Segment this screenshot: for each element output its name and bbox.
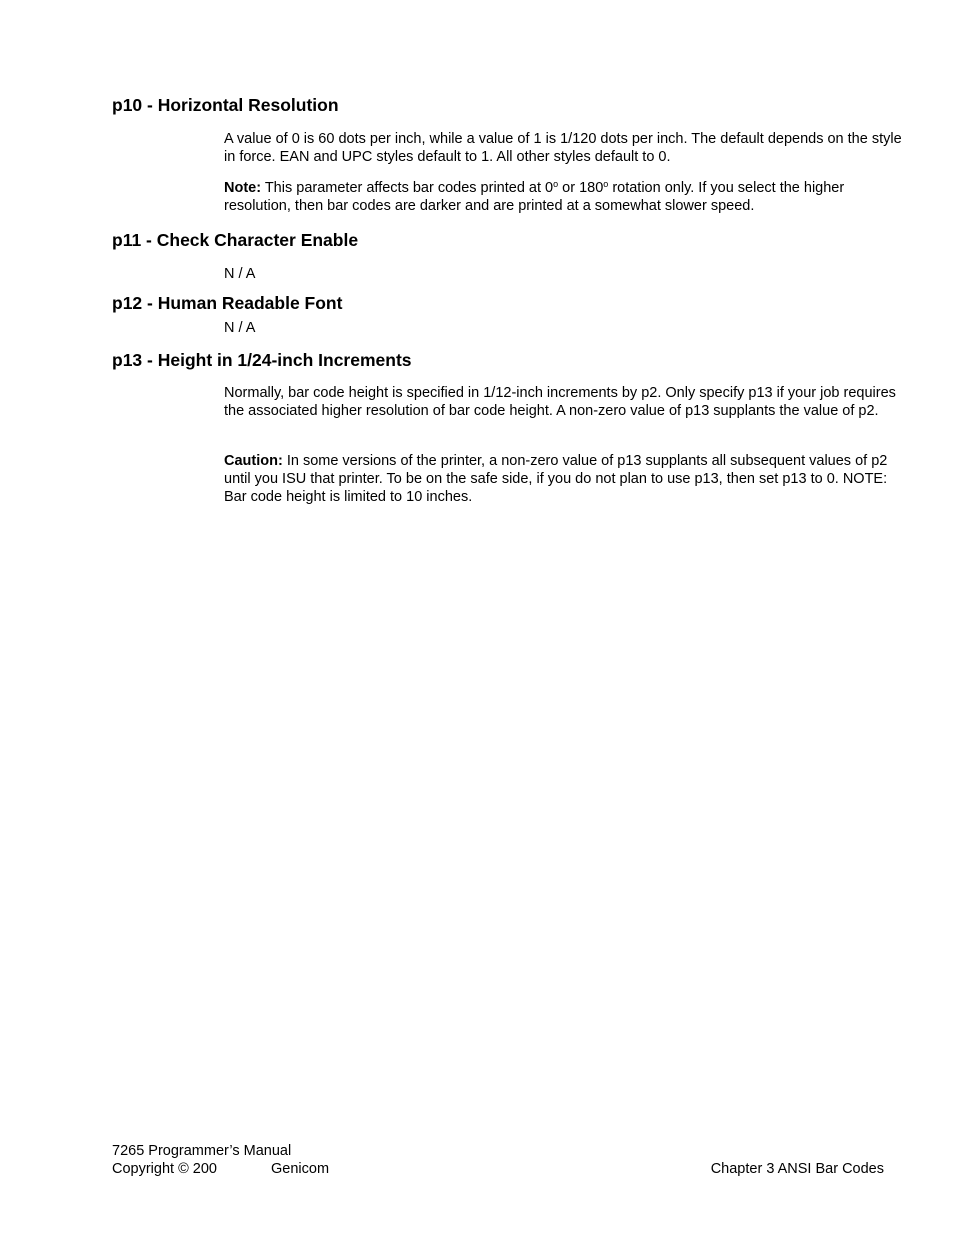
p11-description: N / A (224, 266, 256, 282)
note-text-c: rotation only. If you select the higher resolution, then bar codes are darker and are printed at a somewhat slower speed. (224, 180, 845, 214)
p12-description: N / A (224, 320, 256, 336)
section-heading-p11: p11 - Check Character Enable (112, 230, 359, 250)
degree-mark: o (553, 179, 559, 189)
section-heading-p13: p13 - Height in 1/24-inch Increments (112, 350, 412, 370)
caution-text: In some versions of the printer, a non-zero value of p13 supplants all subsequent values of p2 until you ISU that printer. To be on the safe side, if you do not plan to use p13, then set p13 to 0. NOTE: Bar code height is limited to 10 inches. (224, 453, 888, 505)
p13-description: Normally, bar code height is specified in 1/12-inch increments by p2. Only specify p13 if your job requires the associated higher resolution of bar code height. A non-zero value of p13 supplants the value of p2. (224, 385, 896, 419)
section-heading-p12: p12 - Human Readable Font (112, 293, 343, 313)
caution-label: Caution: (224, 453, 283, 469)
footer-copyright: Copyright © 200 (112, 1161, 217, 1177)
p13-caution (224, 452, 904, 506)
footer-company: Genicom (271, 1161, 330, 1177)
note-label: Note: (224, 180, 262, 196)
degree-mark: o (603, 179, 609, 189)
footer-manual-title: 7265 Programmer’s Manual (112, 1143, 292, 1159)
section-heading-p10: p10 - Horizontal Resolution (112, 95, 339, 115)
p10-note (224, 179, 914, 215)
p10-description: A value of 0 is 60 dots per inch, while a value of 1 is 1/120 dots per inch. The default depends on the style in force. EAN and UPC styles default to 1. All other styles default to 0. (224, 131, 902, 165)
note-text-b: or 180 (558, 180, 604, 196)
footer-chapter: Chapter 3 ANSI Bar Codes (710, 1161, 884, 1177)
note-text-a: This parameter affects bar codes printed at 0 (261, 180, 554, 196)
